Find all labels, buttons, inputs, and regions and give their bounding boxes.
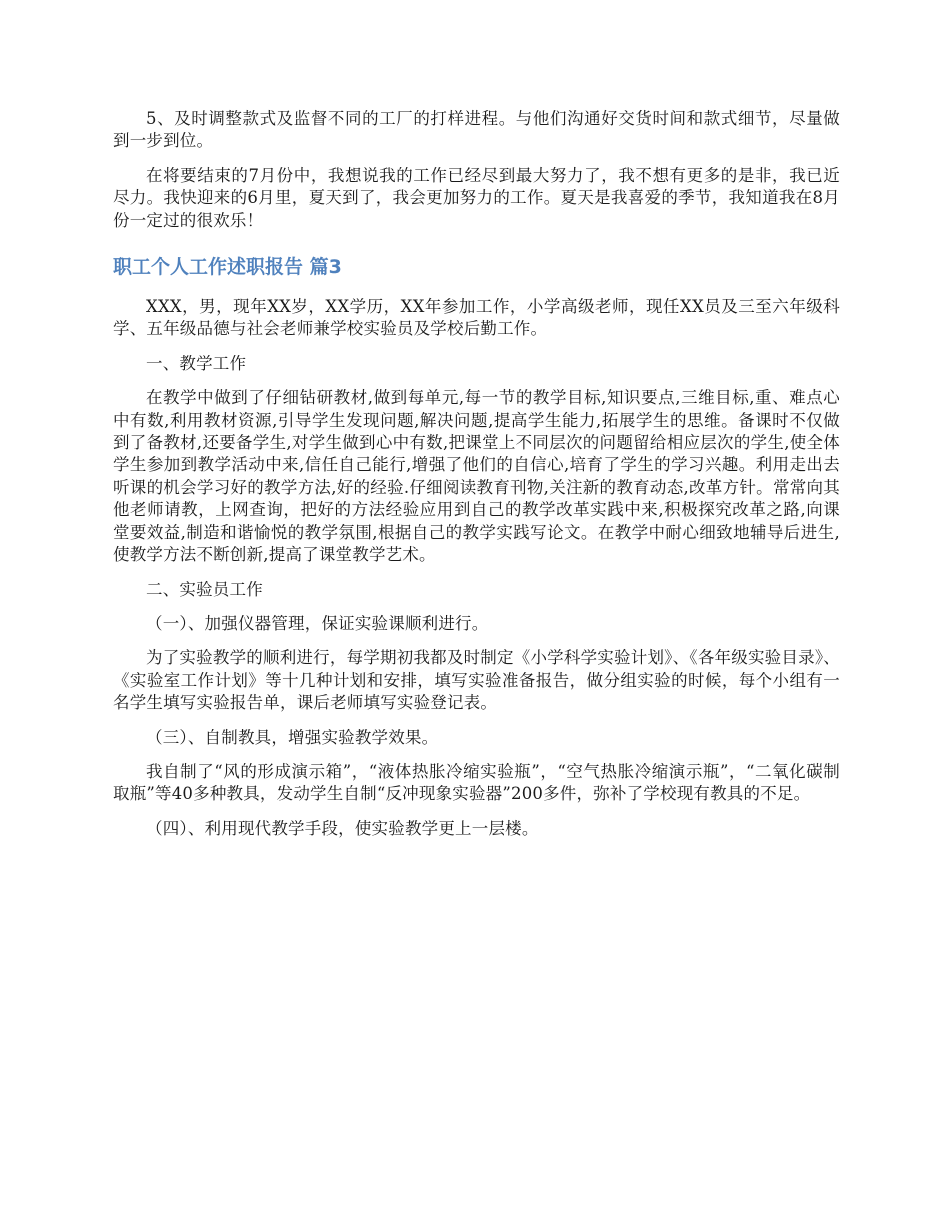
paragraph-teaching: 在教学中做到了仔细钻研教材,做到每单元,每一节的教学目标,知识要点,三维目标,重、难点心中有数,利用教材资源,引导学生发现问题,解决问题,提高学生能力,拓展学生的思维。备课时不仅做到了备教材,还要备学生,对学生做到心中有数,把课堂上不同层次的问题留给相应层次的学生,使全体学生参加到教学活动中来,信任自己能行,增强了他们的自信心,培育了学生的学习兴趣。利用走出去听课的机会学习好的教学方法,好的经验.仔细阅读教育刊物,关注新的教育动态,改革方针。常常向其他老师请教，上网查询，把好的方法经验应用到自己的教学改革实践中来,积极探究改革之路,向课堂要效益,制造和谐愉悦的教学氛围,根据自己的教学实践写论文。在教学中耐心细致地辅导后进生,使教学方法不断创新,提高了课堂教学艺术。 [113,388,840,565]
paragraph-teaching-aids: 我自制了“风的形成演示箱”，“液体热胀冷缩实验瓶”，“空气热胀冷缩演示瓶”，“二氧化碳制取瓶”等40多种教具，发动学生自制“反冲现象实验器”200多件，弥补了学校现有教具的不足。 [113,761,840,804]
paragraph-intro: XXX，男，现年XX岁，XX学历，XX年参加工作，小学高级老师，现任XX员及三至六年级科学、五年级品德与社会老师兼学校实验员及学校后勤工作。 [113,297,840,339]
section-heading: 职工个人工作述职报告 篇3 [113,256,342,279]
subheading-lab-3: （三）、自制教具，增强实验教学效果。 [146,727,439,747]
paragraph-lab-plans: 为了实验教学的顺利进行，每学期初我都及时制定《小学科学实验计划》、《各年级实验目录》、《实验室工作计划》等十几种计划和安排，填写实验准备报告，做分组实验的时候，每个小组有一名学生填写实验报告单，课后老师填写实验登记表。 [113,648,840,713]
document-page [113,108,840,852]
subheading-lab-4: （四）、利用现代教学手段，使实验教学更上一层楼。 [146,818,539,838]
subheading-lab-1: （一）、加强仪器管理，保证实验课顺利进行。 [146,613,489,633]
subheading-teaching: 一、教学工作 [146,353,247,373]
paragraph-july-summary: 在将要结束的7月份中，我想说我的工作已经尽到最大努力了，我不想有更多的是非，我已近尽力。我快迎来的6月里，夏天到了，我会更加努力的工作。夏天是我喜爱的季节，我知道我在8月份一定过的很欢乐！ [113,165,840,230]
paragraph-item-5: 5、及时调整款式及监督不同的工厂的打样进程。与他们沟通好交货时间和款式细节，尽量做到一步到位。 [113,109,840,151]
subheading-lab: 二、实验员工作 [146,579,263,599]
